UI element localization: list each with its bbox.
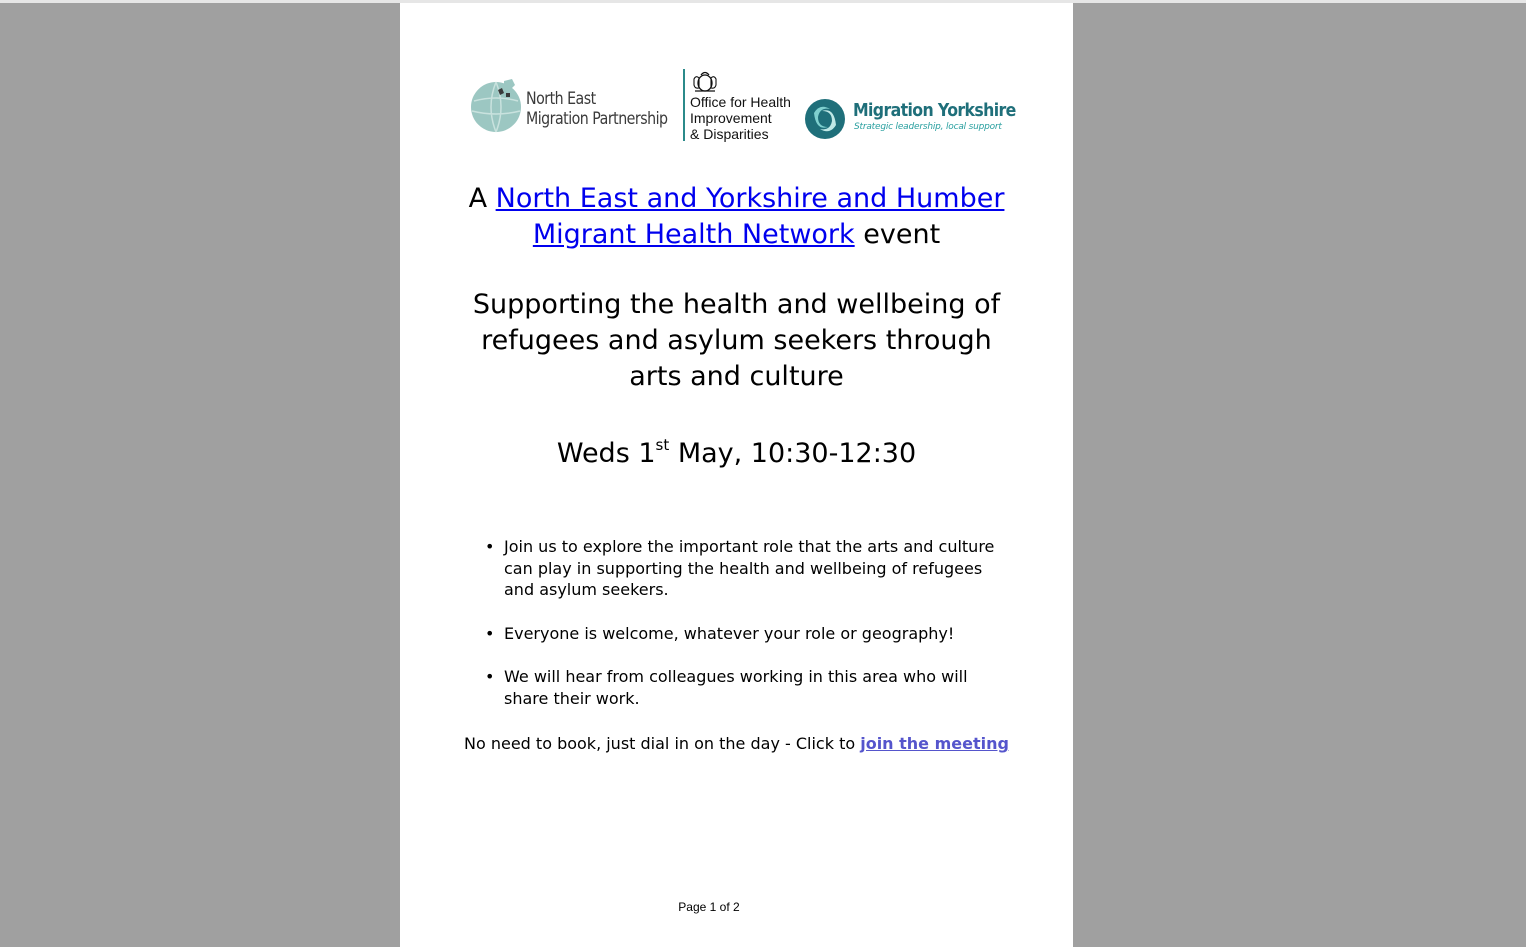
bullet-1-line1: Join us to explore the important role that the arts and culture (504, 537, 995, 556)
ohid-logo-line3: & Disparities (690, 126, 769, 142)
bullet-1-line2: can play in supporting the health and wellbeing of refugees (504, 558, 983, 578)
date-prefix: Weds 1 (556, 438, 656, 469)
ohid-logo-line1: Office for Health (690, 94, 791, 110)
topic-line2: refugees and asylum seekers through (481, 325, 992, 356)
event-heading (400, 181, 1073, 253)
info-bullet-list (485, 536, 1024, 731)
document-page (400, 3, 1073, 947)
nemp-logo-text (526, 89, 667, 129)
join-text: No need to book, just dial in on the day - Click to (464, 734, 861, 753)
list-item (485, 623, 1024, 645)
bullet-dot-icon: • (485, 537, 495, 556)
join-meeting-link[interactable]: join the meeting (860, 734, 1009, 753)
topic-line1: Supporting the health and wellbeing of (472, 289, 1001, 320)
nemp-logo-line1: North East (526, 89, 596, 108)
logo-divider (683, 69, 685, 141)
bullet-dot-icon: • (485, 667, 495, 686)
list-item (485, 666, 1024, 709)
list-item (485, 536, 1024, 601)
ohid-logo-line2: Improvement (690, 110, 772, 126)
date-suffix: May, 10:30-12:30 (669, 438, 917, 469)
date-ordinal: st (655, 436, 670, 454)
event-topic (400, 287, 1073, 395)
bullet-2-line1: Everyone is welcome, whatever your role or geography! (504, 623, 955, 643)
swirl-logo-icon (804, 97, 846, 141)
nemp-logo-line2: Migration Partnership (526, 109, 668, 128)
royal-crest-icon (691, 69, 719, 93)
migration-yorkshire-logo (804, 97, 1016, 145)
bullet-dot-icon: • (485, 623, 495, 643)
network-link-line2[interactable]: Migrant Health Network (532, 219, 855, 250)
network-link[interactable]: North East and Yorkshire and Humber (495, 183, 1005, 214)
migration-yorkshire-tagline: Strategic leadership, local support (854, 122, 1002, 132)
ohid-logo (689, 69, 804, 143)
globe-puzzle-icon (468, 77, 524, 133)
bullet-3-line2: share their work. (504, 688, 640, 708)
ohid-logo-text (690, 94, 791, 142)
join-instructions (464, 733, 1009, 754)
bullet-1-line3: and asylum seekers. (504, 580, 669, 599)
nemp-logo (468, 69, 678, 133)
page-number: Page 1 of 2 (678, 900, 740, 914)
bullet-3-line1: We will hear from colleagues working in this area who will (504, 667, 968, 686)
migration-yorkshire-name: Migration Yorkshire (853, 101, 1016, 121)
topic-line3: arts and culture (629, 361, 844, 392)
heading-suffix: event (854, 219, 941, 250)
event-date (400, 429, 1073, 472)
heading-prefix: A (468, 183, 496, 214)
